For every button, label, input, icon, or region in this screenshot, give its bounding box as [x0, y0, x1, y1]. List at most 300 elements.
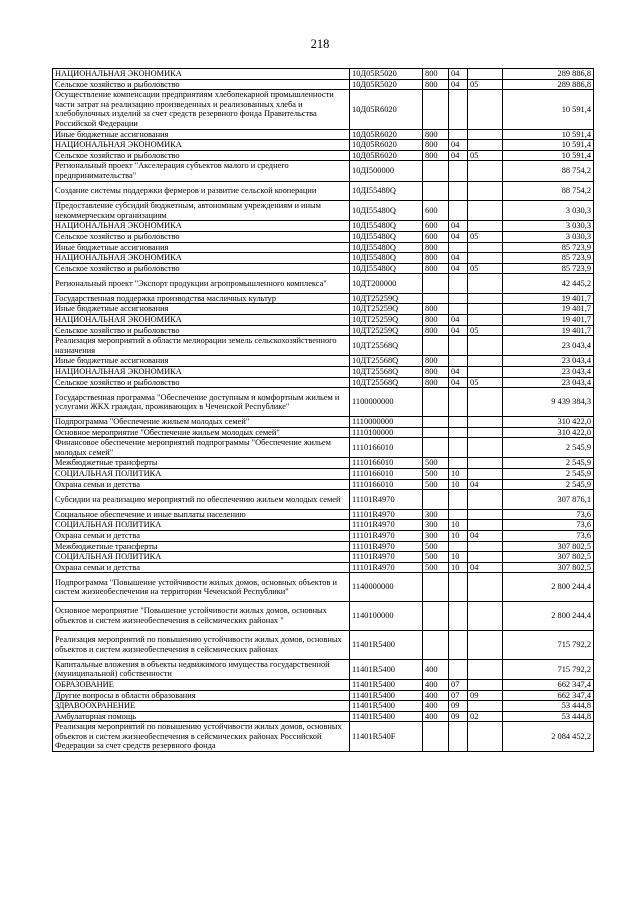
- row-expense-type: [423, 722, 449, 752]
- row-amount: 10 591,4: [503, 140, 594, 151]
- row-amount: 85 723,9: [503, 242, 594, 253]
- row-amount: 307 802,5: [503, 552, 594, 563]
- row-amount: 3 030,3: [503, 231, 594, 242]
- table-row: [53, 181, 594, 201]
- row-subsection: [468, 427, 503, 438]
- table-row: [53, 520, 594, 531]
- row-name: Осуществление компенсации предприятиям хлебопекарной промышленности части затрат на реализацию произведенных и реализованных хлеба и хлебобулочных изделий за счет средств резервного фонда Правительства Российской Федерации: [53, 90, 350, 129]
- row-amount: 715 792,2: [503, 659, 594, 679]
- table-row: [53, 417, 594, 428]
- row-code: 10ДI55480Q: [350, 253, 423, 264]
- row-section: [449, 356, 468, 367]
- table-row: [53, 509, 594, 520]
- table-row: [53, 221, 594, 232]
- row-subsection: [468, 630, 503, 659]
- row-expense-type: [423, 293, 449, 304]
- row-subsection: [468, 659, 503, 679]
- row-amount: 73,6: [503, 509, 594, 520]
- row-section: [449, 293, 468, 304]
- row-section: 04: [449, 221, 468, 232]
- row-code: 10Д05R6020: [350, 150, 423, 161]
- row-amount: 73,6: [503, 530, 594, 541]
- row-code: 1100000000: [350, 388, 423, 417]
- row-name: Межбюджетные трансферты: [53, 458, 350, 469]
- row-section: [449, 541, 468, 552]
- row-expense-type: 500: [423, 562, 449, 573]
- table-row: [53, 701, 594, 712]
- row-amount: 289 886,8: [503, 69, 594, 80]
- row-section: 04: [449, 253, 468, 264]
- row-subsection: [468, 541, 503, 552]
- row-section: [449, 722, 468, 752]
- row-name: СОЦИАЛЬНАЯ ПОЛИТИКА: [53, 520, 350, 531]
- row-code: 1140100000: [350, 602, 423, 631]
- row-section: [449, 438, 468, 458]
- row-section: [449, 427, 468, 438]
- row-amount: 19 401,7: [503, 293, 594, 304]
- row-section: 10: [449, 530, 468, 541]
- row-amount: 23 043,4: [503, 336, 594, 356]
- table-row: [53, 304, 594, 315]
- row-section: [449, 161, 468, 181]
- row-amount: 19 401,7: [503, 315, 594, 326]
- row-expense-type: 400: [423, 690, 449, 701]
- row-section: [449, 417, 468, 428]
- row-amount: 2 545,9: [503, 458, 594, 469]
- row-code: 11401R5400: [350, 711, 423, 722]
- row-subsection: 09: [468, 690, 503, 701]
- row-subsection: [468, 201, 503, 221]
- table-row: [53, 388, 594, 417]
- row-subsection: [468, 552, 503, 563]
- row-name: Сельское хозяйство и рыболовство: [53, 231, 350, 242]
- row-subsection: 05: [468, 325, 503, 336]
- row-name: Охрана семьи и детства: [53, 530, 350, 541]
- row-amount: 307 876,1: [503, 490, 594, 510]
- table-row: [53, 479, 594, 490]
- table-row: [53, 679, 594, 690]
- row-code: 10Д05R5020: [350, 69, 423, 80]
- row-subsection: [468, 388, 503, 417]
- row-subsection: [468, 468, 503, 479]
- row-subsection: [468, 181, 503, 201]
- row-name: Региональный проект "Экспорт продукции агропромышленного комплекса": [53, 274, 350, 294]
- row-subsection: [468, 129, 503, 140]
- row-name: НАЦИОНАЛЬНАЯ ЭКОНОМИКА: [53, 367, 350, 378]
- row-section: 04: [449, 79, 468, 90]
- row-expense-type: [423, 427, 449, 438]
- table-row: [53, 659, 594, 679]
- row-expense-type: 500: [423, 458, 449, 469]
- row-amount: 2 800 244,4: [503, 602, 594, 631]
- row-code: 10ДI55480Q: [350, 231, 423, 242]
- row-expense-type: 400: [423, 659, 449, 679]
- row-amount: 85 723,9: [503, 263, 594, 274]
- row-expense-type: 800: [423, 242, 449, 253]
- row-code: 11401R540F: [350, 722, 423, 752]
- row-section: [449, 336, 468, 356]
- row-name: Основное мероприятие "Обеспечение жильем молодых семей": [53, 427, 350, 438]
- row-section: [449, 659, 468, 679]
- row-section: [449, 304, 468, 315]
- row-code: 1110166010: [350, 438, 423, 458]
- row-code: 10Д05R6020: [350, 90, 423, 129]
- row-subsection: 04: [468, 562, 503, 573]
- row-amount: 53 444,8: [503, 701, 594, 712]
- row-subsection: [468, 140, 503, 151]
- row-expense-type: 800: [423, 315, 449, 326]
- row-subsection: 05: [468, 377, 503, 388]
- row-expense-type: 800: [423, 263, 449, 274]
- row-section: 10: [449, 562, 468, 573]
- row-amount: 662 347,4: [503, 690, 594, 701]
- row-name: НАЦИОНАЛЬНАЯ ЭКОНОМИКА: [53, 253, 350, 264]
- row-expense-type: 800: [423, 325, 449, 336]
- row-subsection: 04: [468, 530, 503, 541]
- row-expense-type: 800: [423, 367, 449, 378]
- table-row: [53, 438, 594, 458]
- table-row: [53, 150, 594, 161]
- row-code: 10ДТ25568Q: [350, 356, 423, 367]
- row-subsection: 05: [468, 150, 503, 161]
- row-code: 1110100000: [350, 427, 423, 438]
- row-expense-type: 600: [423, 231, 449, 242]
- row-code: 11401R5400: [350, 701, 423, 712]
- row-code: 10Д05R6020: [350, 140, 423, 151]
- row-section: 10: [449, 552, 468, 563]
- row-expense-type: [423, 336, 449, 356]
- row-subsection: [468, 367, 503, 378]
- row-section: 10: [449, 479, 468, 490]
- row-expense-type: [423, 90, 449, 129]
- page-number: 218: [310, 37, 330, 51]
- row-name: Государственная программа "Обеспечение доступным и комфортным жильем и услугами ЖКХ граждан, проживающих в Чеченской Республике": [53, 388, 350, 417]
- row-expense-type: [423, 490, 449, 510]
- row-section: [449, 490, 468, 510]
- row-subsection: [468, 417, 503, 428]
- table-row: [53, 530, 594, 541]
- table-row: [53, 630, 594, 659]
- row-expense-type: [423, 161, 449, 181]
- row-code: 11401R5400: [350, 679, 423, 690]
- row-amount: 88 754,2: [503, 181, 594, 201]
- row-expense-type: 800: [423, 304, 449, 315]
- row-code: 10ДТ25259Q: [350, 315, 423, 326]
- row-amount: 42 445,2: [503, 274, 594, 294]
- row-code: 10ДТ25259Q: [350, 325, 423, 336]
- row-amount: 307 802,5: [503, 541, 594, 552]
- row-name: Предоставление субсидий бюджетным, автономным учреждениям и иным некоммерческим организациям: [53, 201, 350, 221]
- row-section: [449, 181, 468, 201]
- row-expense-type: 600: [423, 201, 449, 221]
- row-amount: 2 545,9: [503, 438, 594, 458]
- row-section: [449, 129, 468, 140]
- row-name: Сельское хозяйство и рыболовство: [53, 377, 350, 388]
- row-code: 1140000000: [350, 573, 423, 602]
- row-subsection: [468, 69, 503, 80]
- row-expense-type: [423, 438, 449, 458]
- row-name: Региональный проект "Акселерация субъектов малого и среднего предпринимательства": [53, 161, 350, 181]
- table-row: [53, 201, 594, 221]
- row-name: Государственная поддержка производства масличных культур: [53, 293, 350, 304]
- row-amount: 88 754,2: [503, 161, 594, 181]
- row-subsection: [468, 274, 503, 294]
- row-name: Подпрограмма "Обеспечение жильем молодых семей": [53, 417, 350, 428]
- row-amount: 662 347,4: [503, 679, 594, 690]
- table-row: [53, 602, 594, 631]
- row-code: 10ДТ25568Q: [350, 336, 423, 356]
- row-section: 09: [449, 711, 468, 722]
- row-subsection: 05: [468, 79, 503, 90]
- row-amount: 2 084 452,2: [503, 722, 594, 752]
- row-name: Иные бюджетные ассигнования: [53, 356, 350, 367]
- row-code: 11101R4970: [350, 509, 423, 520]
- table-row: [53, 274, 594, 294]
- row-subsection: [468, 679, 503, 690]
- row-code: 11101R4970: [350, 490, 423, 510]
- row-amount: 3 030,3: [503, 221, 594, 232]
- row-amount: 10 591,4: [503, 90, 594, 129]
- table-row: [53, 722, 594, 752]
- row-code: 10ДТ25568Q: [350, 367, 423, 378]
- row-expense-type: 400: [423, 701, 449, 712]
- row-expense-type: 800: [423, 356, 449, 367]
- row-name: Капитальные вложения в объекты недвижимого имущества государственной (муниципальной) собственности: [53, 659, 350, 679]
- table-row: [53, 129, 594, 140]
- row-section: [449, 242, 468, 253]
- row-amount: 289 886,8: [503, 79, 594, 90]
- table-row: [53, 427, 594, 438]
- row-name: Межбюджетные трансферты: [53, 541, 350, 552]
- row-expense-type: 800: [423, 150, 449, 161]
- row-section: [449, 630, 468, 659]
- row-code: 1110000000: [350, 417, 423, 428]
- row-name: Иные бюджетные ассигнования: [53, 129, 350, 140]
- row-name: Подпрограмма "Повышение устойчивости жилых домов, основных объектов и систем жизнеобеспечения на территории Чеченской Республики": [53, 573, 350, 602]
- row-name: Сельское хозяйство и рыболовство: [53, 150, 350, 161]
- row-name: Финансовое обеспечение мероприятий подпрограммы "Обеспечение жильем молодых семей": [53, 438, 350, 458]
- table-row: [53, 552, 594, 563]
- row-code: 10ДТ25259Q: [350, 304, 423, 315]
- row-amount: 23 043,4: [503, 377, 594, 388]
- row-expense-type: 800: [423, 377, 449, 388]
- row-section: [449, 201, 468, 221]
- row-amount: 23 043,4: [503, 356, 594, 367]
- row-expense-type: [423, 417, 449, 428]
- row-subsection: [468, 573, 503, 602]
- row-section: 10: [449, 468, 468, 479]
- row-amount: 10 591,4: [503, 150, 594, 161]
- row-amount: 310 422,0: [503, 417, 594, 428]
- row-amount: 310 422,0: [503, 427, 594, 438]
- row-section: [449, 573, 468, 602]
- row-code: 10Д05R6020: [350, 129, 423, 140]
- row-expense-type: [423, 388, 449, 417]
- row-section: 04: [449, 367, 468, 378]
- table-row: [53, 336, 594, 356]
- row-section: 04: [449, 69, 468, 80]
- table-row: [53, 690, 594, 701]
- row-name: НАЦИОНАЛЬНАЯ ЭКОНОМИКА: [53, 69, 350, 80]
- row-expense-type: 400: [423, 679, 449, 690]
- row-name: Социальное обеспечение и иные выплаты населению: [53, 509, 350, 520]
- row-name: НАЦИОНАЛЬНАЯ ЭКОНОМИКА: [53, 221, 350, 232]
- table-row: [53, 69, 594, 80]
- row-section: 04: [449, 315, 468, 326]
- table-row: [53, 263, 594, 274]
- row-subsection: [468, 722, 503, 752]
- row-name: Сельское хозяйство и рыболовство: [53, 263, 350, 274]
- row-subsection: [468, 90, 503, 129]
- row-subsection: [468, 701, 503, 712]
- row-expense-type: 300: [423, 509, 449, 520]
- row-code: 10ДТ200000: [350, 274, 423, 294]
- row-code: 1110166010: [350, 458, 423, 469]
- budget-table: [52, 68, 594, 752]
- row-name: СОЦИАЛЬНАЯ ПОЛИТИКА: [53, 468, 350, 479]
- row-expense-type: 500: [423, 479, 449, 490]
- row-amount: 85 723,9: [503, 253, 594, 264]
- row-section: 07: [449, 679, 468, 690]
- row-subsection: [468, 438, 503, 458]
- row-subsection: [468, 315, 503, 326]
- row-code: 11401R5400: [350, 690, 423, 701]
- table-row: [53, 325, 594, 336]
- row-subsection: [468, 242, 503, 253]
- row-expense-type: 300: [423, 530, 449, 541]
- table-row: [53, 140, 594, 151]
- row-expense-type: 800: [423, 69, 449, 80]
- row-subsection: [468, 458, 503, 469]
- table-row: [53, 253, 594, 264]
- row-amount: 53 444,8: [503, 711, 594, 722]
- row-amount: 19 401,7: [503, 304, 594, 315]
- row-expense-type: [423, 573, 449, 602]
- row-section: [449, 509, 468, 520]
- row-amount: 23 043,4: [503, 367, 594, 378]
- row-name: Сельское хозяйство и рыболовство: [53, 325, 350, 336]
- row-subsection: 04: [468, 479, 503, 490]
- row-name: ОБРАЗОВАНИЕ: [53, 679, 350, 690]
- row-code: 1110166010: [350, 479, 423, 490]
- row-name: Реализация мероприятий в области мелиорации земель сельскохозяйственного назначения: [53, 336, 350, 356]
- row-code: 11401R5400: [350, 630, 423, 659]
- row-code: 11101R4970: [350, 541, 423, 552]
- row-section: 09: [449, 701, 468, 712]
- row-subsection: [468, 304, 503, 315]
- row-subsection: [468, 221, 503, 232]
- row-expense-type: [423, 274, 449, 294]
- row-amount: 2 545,9: [503, 468, 594, 479]
- row-expense-type: 600: [423, 221, 449, 232]
- row-expense-type: 500: [423, 541, 449, 552]
- table-row: [53, 541, 594, 552]
- row-subsection: 05: [468, 231, 503, 242]
- row-amount: 715 792,2: [503, 630, 594, 659]
- row-expense-type: 800: [423, 140, 449, 151]
- table-row: [53, 377, 594, 388]
- row-name: Охрана семьи и детства: [53, 562, 350, 573]
- row-expense-type: 500: [423, 552, 449, 563]
- row-code: 11401R5400: [350, 659, 423, 679]
- row-code: 1110166010: [350, 468, 423, 479]
- row-subsection: [468, 509, 503, 520]
- row-section: [449, 602, 468, 631]
- row-subsection: [468, 602, 503, 631]
- row-amount: 10 591,4: [503, 129, 594, 140]
- row-section: 04: [449, 377, 468, 388]
- row-subsection: [468, 490, 503, 510]
- table-row: [53, 90, 594, 129]
- table-row: [53, 293, 594, 304]
- row-section: 04: [449, 325, 468, 336]
- table-row: [53, 367, 594, 378]
- row-expense-type: 300: [423, 520, 449, 531]
- row-name: Основное мероприятие "Повышение устойчивости жилых домов, основных объектов и систем жизнеобеспечения в сейсмических районах ": [53, 602, 350, 631]
- row-name: Создание системы поддержки фермеров и развитие сельской кооперации: [53, 181, 350, 201]
- row-code: 10ДI55480Q: [350, 263, 423, 274]
- row-section: 04: [449, 140, 468, 151]
- row-subsection: [468, 161, 503, 181]
- row-expense-type: [423, 602, 449, 631]
- table-row: [53, 490, 594, 510]
- row-expense-type: 800: [423, 253, 449, 264]
- row-expense-type: [423, 181, 449, 201]
- row-subsection: 05: [468, 263, 503, 274]
- row-code: 10ДI55480Q: [350, 242, 423, 253]
- row-name: Сельское хозяйство и рыболовство: [53, 79, 350, 90]
- row-expense-type: 400: [423, 711, 449, 722]
- row-expense-type: 800: [423, 129, 449, 140]
- row-name: СОЦИАЛЬНАЯ ПОЛИТИКА: [53, 552, 350, 563]
- table-row: [53, 468, 594, 479]
- row-subsection: 02: [468, 711, 503, 722]
- table-row: [53, 711, 594, 722]
- row-code: 10ДI500000: [350, 161, 423, 181]
- row-code: 10ДI55480Q: [350, 181, 423, 201]
- row-code: 10ДI55480Q: [350, 201, 423, 221]
- row-code: 11101R4970: [350, 562, 423, 573]
- row-name: Реализация мероприятий по повышению устойчивости жилых домов, основных объектов и систем жизнеобеспечения в сейсмических районах Российской Федерации за счет средств резервного фонда: [53, 722, 350, 752]
- row-subsection: [468, 356, 503, 367]
- table-row: [53, 458, 594, 469]
- row-section: [449, 274, 468, 294]
- row-name: Иные бюджетные ассигнования: [53, 242, 350, 253]
- row-section: [449, 90, 468, 129]
- row-section: 07: [449, 690, 468, 701]
- row-name: Амбулаторная помощь: [53, 711, 350, 722]
- row-amount: 3 030,3: [503, 201, 594, 221]
- row-code: 10ДI55480Q: [350, 221, 423, 232]
- row-subsection: [468, 520, 503, 531]
- row-name: Субсидии на реализацию мероприятий по обеспечению жильем молодых семей: [53, 490, 350, 510]
- row-section: [449, 458, 468, 469]
- row-name: ЗДРАВООХРАНЕНИЕ: [53, 701, 350, 712]
- table-row: [53, 315, 594, 326]
- table-row: [53, 242, 594, 253]
- row-amount: 307 802,5: [503, 562, 594, 573]
- table-row: [53, 79, 594, 90]
- row-code: 10ДТ25568Q: [350, 377, 423, 388]
- row-section: [449, 388, 468, 417]
- row-amount: 2 545,9: [503, 479, 594, 490]
- row-code: 11101R4970: [350, 520, 423, 531]
- row-amount: 2 800 244,4: [503, 573, 594, 602]
- row-name: НАЦИОНАЛЬНАЯ ЭКОНОМИКА: [53, 315, 350, 326]
- row-section: 10: [449, 520, 468, 531]
- table-row: [53, 562, 594, 573]
- row-name: Иные бюджетные ассигнования: [53, 304, 350, 315]
